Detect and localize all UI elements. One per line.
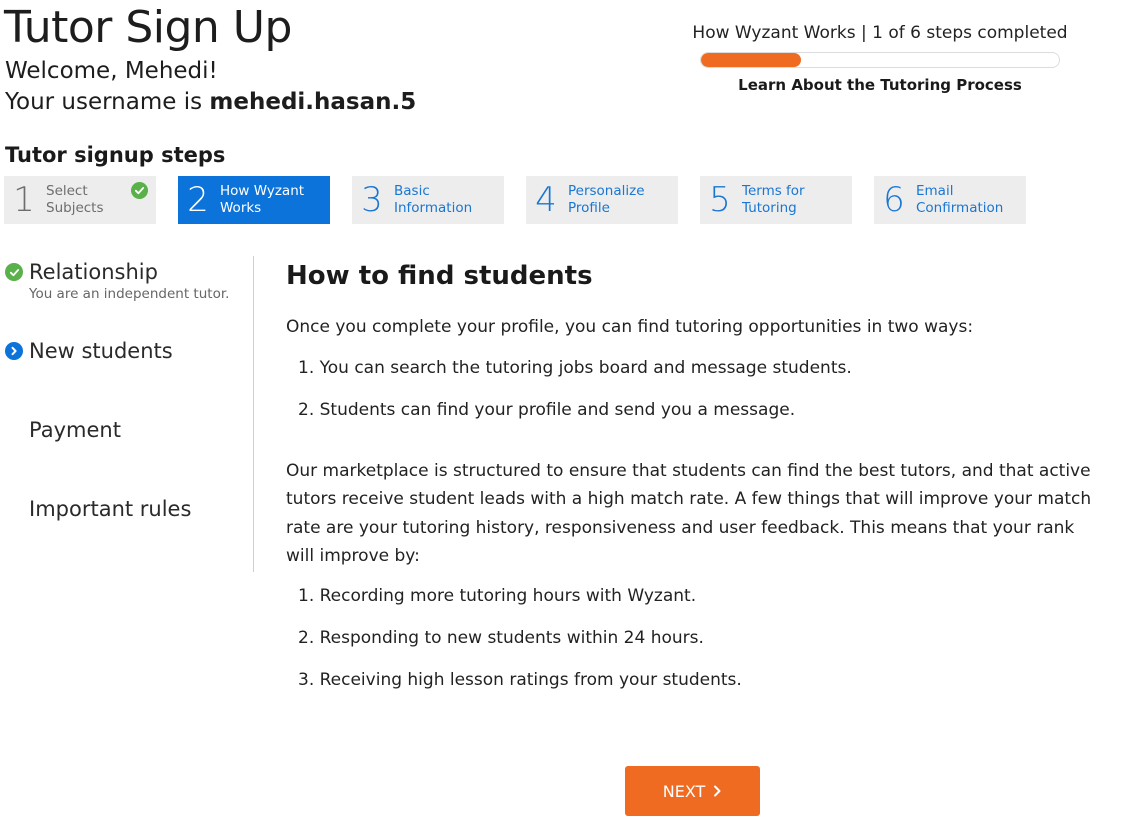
step-number: 4 — [535, 180, 557, 220]
step-label: Personalize Profile — [568, 183, 645, 216]
step-label: Basic Information — [394, 183, 473, 216]
step-how-wyzant-works[interactable] — [178, 176, 330, 224]
step-number: 5 — [709, 180, 731, 220]
nav-item-label: Payment — [29, 418, 121, 442]
username-prefix: Your username is — [5, 89, 210, 115]
step-number: 2 — [187, 180, 209, 220]
main-content — [286, 256, 1106, 690]
step-number: 6 — [883, 180, 905, 220]
step-label: How Wyzant Works — [220, 183, 305, 216]
nav-item-important-rules[interactable] — [5, 497, 191, 521]
step-basic-information[interactable] — [352, 176, 504, 224]
intro-paragraph: Once you complete your profile, you can find tutoring opportunities in two ways: — [286, 317, 974, 337]
nav-item-label: New students — [29, 339, 173, 363]
nav-item-label: Relationship — [29, 260, 158, 284]
list-item: 3. Receiving high lesson ratings from your students. — [298, 669, 742, 690]
section-nav — [0, 256, 254, 572]
list-item: 2. Students can find your profile and send you a message. — [298, 399, 796, 420]
nav-item-label: Important rules — [29, 497, 192, 521]
step-personalize-profile[interactable] — [526, 176, 678, 224]
step-number: 1 — [13, 180, 35, 220]
check-circle-icon — [131, 182, 148, 199]
marketplace-paragraph: Our marketplace is structured to ensure that students can find the best tutors, and that active tutors receive student leads with a high match rate. A few things that will improve your match rate are your tutoring history, responsiveness and user feedback. This means that your rank will improve by: — [286, 460, 1092, 566]
rank-list — [286, 586, 1106, 690]
progress-bar-fill — [701, 53, 801, 67]
chevron-right-icon — [713, 782, 722, 801]
step-number: 3 — [361, 180, 383, 220]
progress-status: How Wyzant Works | 1 of 6 steps completed — [692, 23, 1068, 43]
next-button-label: NEXT — [662, 781, 706, 801]
list-item: 1. You can search the tutoring jobs board and message students. — [298, 357, 852, 378]
nav-item-new-students[interactable] — [5, 339, 173, 363]
progress-bar — [700, 52, 1060, 68]
step-label: Terms for Tutoring — [742, 183, 805, 216]
ways-list — [286, 358, 1106, 420]
signup-steps — [4, 176, 1026, 224]
nav-item-relationship[interactable] — [5, 260, 229, 302]
step-email-confirmation[interactable] — [874, 176, 1026, 224]
next-button[interactable] — [625, 766, 760, 816]
learn-process-link[interactable]: Learn About the Tutoring Process — [738, 76, 1022, 94]
list-item: 2. Responding to new students within 24 hours. — [298, 627, 704, 648]
step-terms-for-tutoring[interactable] — [700, 176, 852, 224]
username-line — [5, 88, 416, 116]
welcome-message: Welcome, Mehedi! — [5, 58, 218, 84]
list-item: 1. Recording more tutoring hours with Wyzant. — [298, 585, 697, 606]
progress-panel — [680, 20, 1080, 94]
page-title: Tutor Sign Up — [4, 2, 292, 53]
step-label: Email Confirmation — [916, 183, 1004, 216]
username: mehedi.hasan.5 — [209, 89, 417, 115]
nav-item-subtitle: You are an independent tutor. — [29, 286, 230, 302]
step-select-subjects[interactable] — [4, 176, 156, 224]
nav-item-payment[interactable] — [5, 418, 121, 442]
section-heading: How to find students — [286, 261, 593, 291]
step-label: Select Subjects — [46, 183, 104, 216]
steps-heading: Tutor signup steps — [5, 143, 226, 167]
check-circle-icon — [5, 263, 23, 281]
chevron-right-circle-icon — [5, 342, 23, 360]
